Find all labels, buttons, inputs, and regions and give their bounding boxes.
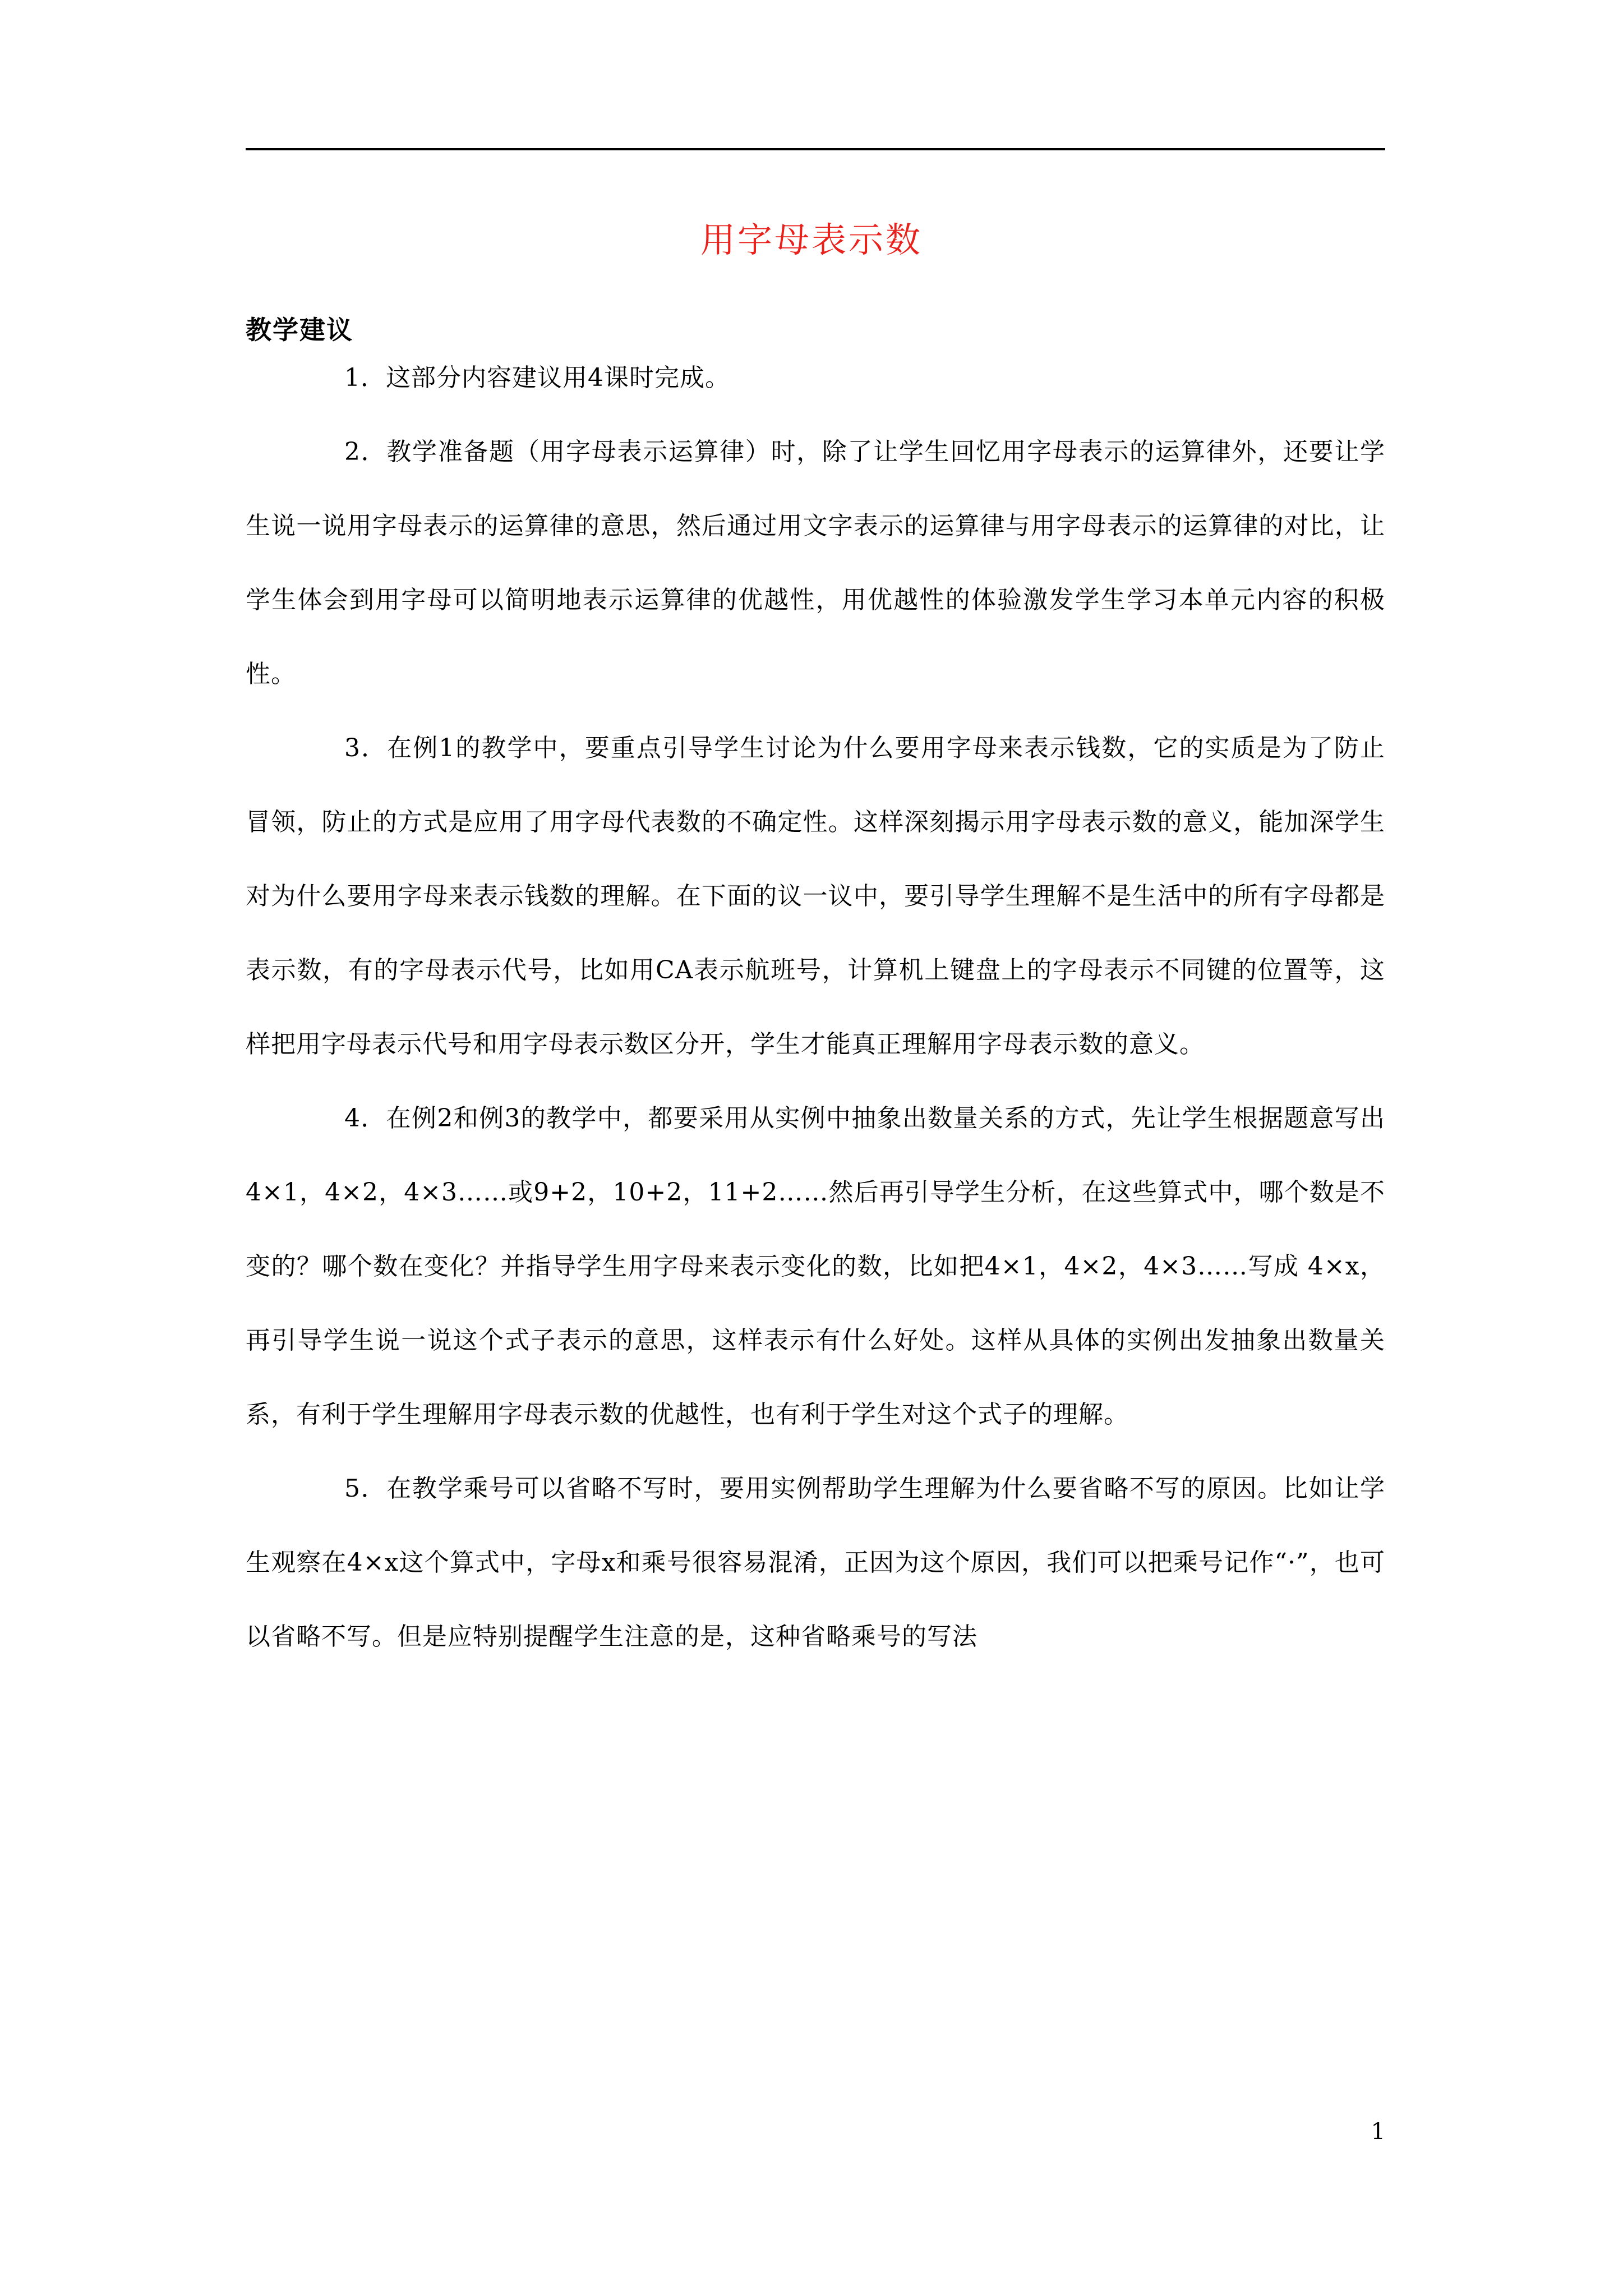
paragraph-5: 5．在教学乘号可以省略不写时，要用实例帮助学生理解为什么要省略不写的原因。比如让学生观察在4×x这个算式中，字母x和乘号很容易混淆，正因为这个原因，我们可以把乘号记作“·”，也可以省略不写。但是应特别提醒学生注意的是，这种省略乘号的写法 bbox=[246, 1474, 1385, 1651]
header-rule bbox=[246, 148, 1385, 150]
document-title: 用字母表示数 bbox=[700, 219, 923, 260]
paragraph-4: 4．在例2和例3的教学中，都要采用从实例中抽象出数量关系的方式，先让学生根据题意写出4×1，4×2，4×3……或9+2，10+2，11+2……然后再引导学生分析，在这些算式中，哪个数是不变的？哪个数在变化？并指导学生用字母来表示变化的数，比如把4×1，4×2，4×3……写成 4×x，再引导学生说一说这个式子表示的意思，这样表示有什么好处。这样从具体的实例出发抽象出数量关系，有利于学生理解用字母表示数的优越性，也有利于学生对这个式子的理解。 bbox=[246, 1104, 1385, 1429]
document-body bbox=[246, 341, 1385, 1674]
paragraph-1: 1．这部分内容建议用4课时完成。 bbox=[344, 364, 730, 392]
paragraph-2: 2．教学准备题（用字母表示运算律）时，除了让学生回忆用字母表示的运算律外，还要让学生说一说用字母表示的运算律的意思，然后通过用文字表示的运算律与用字母表示的运算律的对比，让学生体会到用字母可以简明地表示运算律的优越性，用优越性的体验激发学生学习本单元内容的积极性。 bbox=[246, 438, 1385, 688]
page-number: 1 bbox=[1371, 2119, 1385, 2145]
paragraph-3: 3．在例1的教学中，要重点引导学生讨论为什么要用字母来表示钱数，它的实质是为了防止冒领，防止的方式是应用了用字母代表数的不确定性。这样深刻揭示用字母表示数的意义，能加深学生对为什么要用字母来表示钱数的理解。在下面的议一议中，要引导学生理解不是生活中的所有字母都是表示数，有的字母表示代号，比如用CA表示航班号，计算机上键盘上的字母表示不同键的位置等，这样把用字母表示代号和用字母表示数区分开，学生才能真正理解用字母表示数的意义。 bbox=[246, 734, 1385, 1059]
section-heading: 教学建议 bbox=[246, 315, 353, 345]
